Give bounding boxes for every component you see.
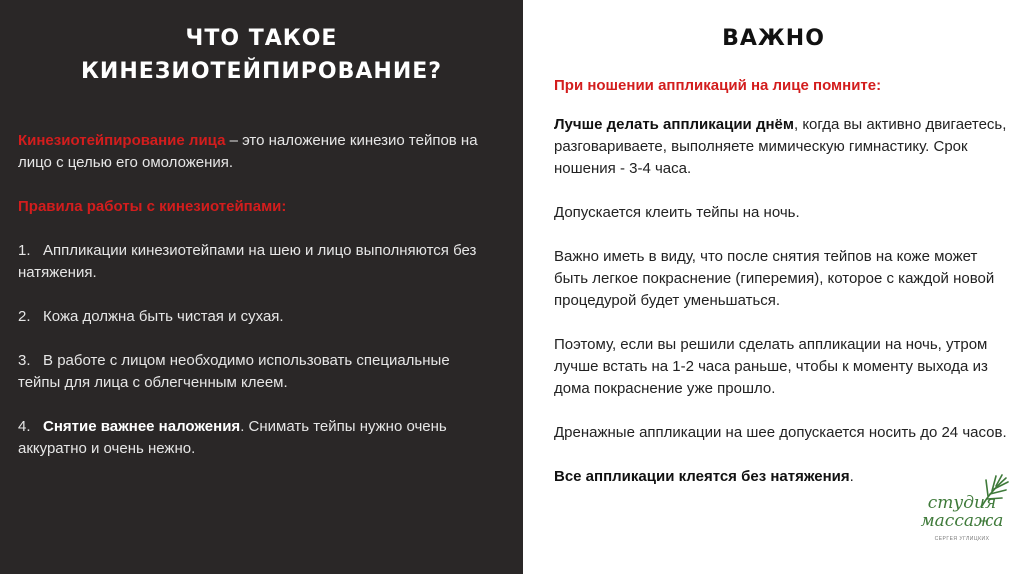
definition-text: – это наложение кинезио тейпов на лицо с целью его омоложения. xyxy=(18,132,478,171)
rule-item-2 xyxy=(18,306,478,328)
rules-heading: Правила работы с кинезиотейпами: xyxy=(18,198,287,215)
right-paragraph-3: Важно иметь в виду, что после снятия тейпов на коже может быть легкое покраснение (гиперемия), которое с каждой новой процедурой будет уменьшаться. xyxy=(554,248,995,309)
rule-item-4 xyxy=(18,416,478,460)
right-title: ВАЖНО xyxy=(722,26,825,51)
definition-paragraph xyxy=(18,130,478,174)
rule-bold-text: Снятие важнее наложения xyxy=(43,418,241,435)
logo-subtitle: СЕРГЕЯ УГЛИЦКИХ xyxy=(934,536,990,542)
right-intro: При ношении аппликаций на лице помните: xyxy=(554,77,882,94)
logo-line1: студия xyxy=(927,493,997,513)
rule-item-1 xyxy=(18,240,478,284)
rule-number: 2. xyxy=(18,308,31,325)
left-title-line1: ЧТО ТАКОЕ xyxy=(185,26,338,51)
rule-number: 4. xyxy=(18,418,31,435)
rule-number: 1. xyxy=(18,242,31,259)
left-title xyxy=(18,22,505,88)
p1-text: , когда вы активно двигаетесь, разговариваете, выполняете мимическую гимнастику. Срок ношения - 3-4 часа. xyxy=(554,116,1007,177)
right-paragraph-4: Поэтому, если вы решили сделать аппликации на ночь, утром лучше встать на 1-2 часа раньше, чтобы к моменту выхода из дома покраснение уже прошло. xyxy=(554,336,988,397)
rule-number: 3. xyxy=(18,352,31,369)
left-title-line2: КИНЕЗИОТЕЙПИРОВАНИЕ? xyxy=(80,59,443,84)
right-paragraph-5: Дренажные аппликации на шее допускается носить до 24 часов. xyxy=(554,424,1007,441)
right-panel xyxy=(523,0,1024,574)
rule-text: Аппликации кинезиотейпами на шею и лицо выполняются без натяжения. xyxy=(18,242,477,281)
logo-text xyxy=(914,494,1010,530)
p1-bold: Лучше делать аппликации днём xyxy=(554,116,794,133)
p6-bold: Все аппликации клеятся без натяжения xyxy=(554,468,850,485)
definition-term: Кинезиотейпирование лица xyxy=(18,132,226,149)
studio-logo xyxy=(914,474,1010,554)
logo-line2: массажа xyxy=(920,511,1004,531)
rule-text: Кожа должна быть чистая и сухая. xyxy=(43,308,284,325)
rule-text: . Снимать тейпы нужно очень аккуратно и очень нежно. xyxy=(18,418,447,457)
rule-item-3 xyxy=(18,350,478,394)
right-paragraph-1 xyxy=(554,114,1014,180)
rule-text: В работе с лицом необходимо использовать специальные тейпы для лица с облегченным клеем. xyxy=(18,352,450,391)
right-paragraph-2: Допускается клеить тейпы на ночь. xyxy=(554,204,800,221)
p6-text: . xyxy=(849,468,854,485)
